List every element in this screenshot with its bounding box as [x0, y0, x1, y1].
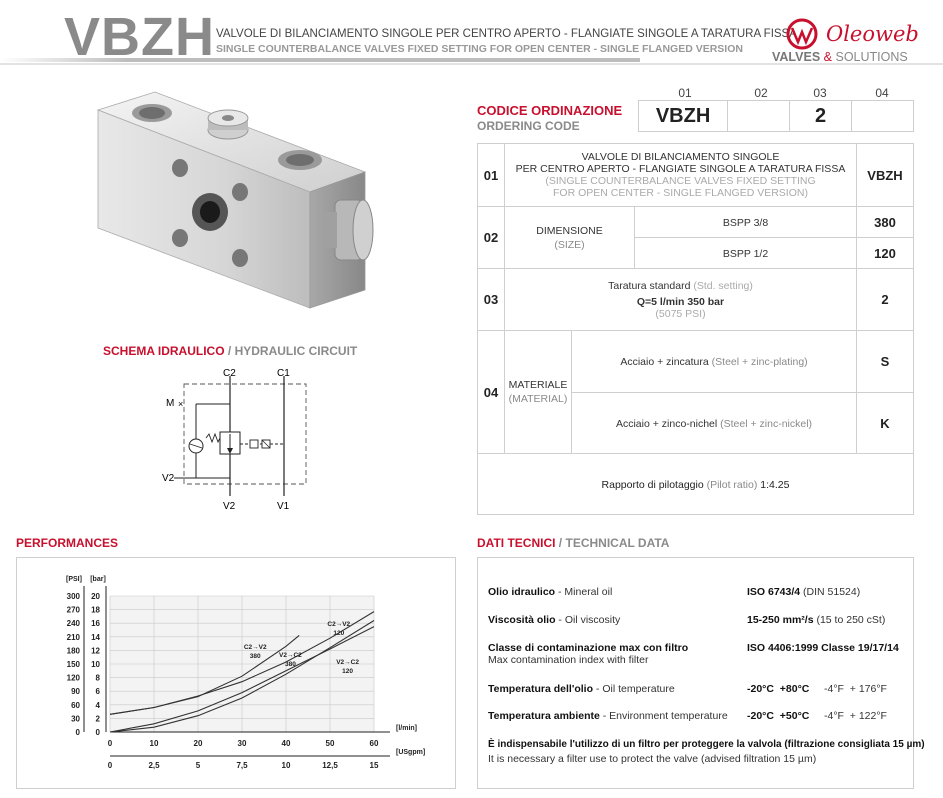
order-row-description: VALVOLE DI BILANCIAMENTO SINGOLE PER CENTRO APERTO - FLANGIATE SINGOLE A TARATURA FISSA (SINGLE COUNTERBALANCE VALVES FIXED SETTING FOR OPEN CENTER - SINGLE FLANGED VERSION)	[515, 151, 846, 199]
ordering-column-01: 01	[678, 86, 692, 100]
order-row-number: 02	[478, 207, 505, 268]
size-label: DIMENSIONE (SIZE)	[505, 207, 635, 268]
model-code: VBZH	[64, 7, 215, 67]
tech-row-oil: Olio idraulico - Mineral oil	[488, 586, 613, 598]
y-label-psi: [PSI]	[66, 576, 82, 583]
filter-note-english: It is necessary a filter use to protect the valve (advised filtration 15 µm)	[488, 753, 817, 765]
material-value-2: K	[856, 393, 913, 454]
order-row-01	[478, 144, 913, 207]
material-option-2: Acciaio + zinco-nichel (Steel + zinc-nickel)	[615, 417, 813, 430]
y-tick-psi: 210	[66, 632, 80, 642]
x-tick-usgpm: 10	[281, 761, 291, 770]
filter-note-italian: È indispensabile l'utilizzo di un filtro per proteggere la valvola (filtrazione consigliata 15 µm)	[488, 739, 925, 750]
order-row-number: 04	[478, 331, 505, 453]
code-box-02	[728, 101, 790, 131]
y-label-bar: [bar]	[90, 576, 106, 583]
y-tick-bar: 18	[91, 605, 100, 615]
tech-row-oil-temperature: Temperatura dell'olio - Oil temperature	[488, 683, 675, 695]
y-tick-bar: 16	[91, 619, 100, 629]
y-tick-psi: 90	[71, 687, 80, 697]
annotation-size: 120	[333, 629, 345, 637]
ordering-code-subtitle: ORDERING CODE	[477, 119, 580, 133]
tech-value-oil: ISO 6743/4 (DIN 51524)	[747, 586, 861, 598]
performances-title: PERFORMANCES	[16, 536, 119, 550]
y-tick-psi: 150	[66, 660, 80, 669]
y-tick-bar: 0	[95, 728, 100, 737]
x-tick-lmin: 0	[107, 739, 113, 748]
x-label-usgpm: [USgpm]	[396, 749, 426, 756]
y-tick-bar: 2	[95, 714, 100, 724]
size-value-1: 380	[856, 207, 913, 238]
order-row-02	[478, 207, 913, 269]
tech-value-oil-temperature: -20°C +80°C -4°F + 176°F	[747, 683, 887, 695]
x-tick-lmin: 10	[149, 739, 159, 748]
y-tick-psi: 30	[71, 714, 80, 724]
y-tick-bar: 8	[95, 673, 100, 683]
y-tick-bar: 20	[91, 592, 100, 601]
y-tick-psi: 270	[66, 605, 80, 615]
y-tick-psi: 60	[71, 700, 80, 710]
port-v2-bottom: V2	[223, 501, 236, 512]
x-label-lmin: [l/min]	[396, 725, 417, 732]
x-tick-usgpm: 2,5	[148, 761, 160, 770]
port-c2-top: C2	[223, 368, 236, 379]
tech-value-viscosity: 15-250 mm²/s (15 to 250 cSt)	[747, 614, 886, 626]
y-tick-psi: 120	[66, 673, 80, 683]
technical-data-title: DATI TECNICI / TECHNICAL DATA	[477, 536, 670, 550]
order-row-number: 01	[478, 144, 505, 206]
y-tick-bar: 10	[91, 660, 100, 669]
ordering-column-04: 04	[875, 86, 889, 100]
y-tick-psi: 300	[66, 592, 80, 601]
port-m: M	[166, 398, 175, 409]
ordering-code-boxes	[638, 100, 914, 132]
ordering-code-title: CODICE ORDINAZIONE	[477, 103, 623, 118]
order-row-number: 03	[478, 269, 505, 330]
x-tick-lmin: 60	[369, 739, 379, 748]
material-label: MATERIALE (MATERIAL)	[505, 331, 572, 453]
size-value-2: 120	[856, 238, 913, 269]
ordering-table	[477, 143, 914, 515]
tech-row-ambient-temperature: Temperatura ambiente - Environment temperature	[488, 710, 728, 722]
x-tick-usgpm: 15	[369, 761, 379, 770]
annotation-label: C2→V2	[243, 644, 267, 652]
tech-value-contamination: ISO 4406:1999 Classe 19/17/14	[747, 642, 899, 654]
x-tick-usgpm: 0	[107, 761, 113, 770]
port-v2-left: V2	[162, 473, 175, 484]
port-c1: C1	[277, 368, 290, 379]
order-row-04	[478, 331, 913, 454]
y-tick-psi: 0	[75, 728, 80, 737]
code-box-01: VBZH	[639, 101, 728, 131]
logo-name: Oleoweb	[826, 22, 919, 46]
x-tick-usgpm: 7,5	[236, 761, 248, 770]
material-value-1: S	[856, 331, 913, 392]
svg-text:×: ×	[178, 399, 184, 409]
order-row-value: 2	[856, 269, 913, 330]
x-tick-lmin: 30	[237, 739, 247, 748]
code-box-03: 2	[790, 101, 852, 131]
material-option-1: Acciaio + zincatura (Steel + zinc-plating)	[620, 355, 808, 368]
annotation-label: V2→C2	[336, 659, 359, 666]
tech-value-ambient-temperature: -20°C +50°C -4°F + 122°F	[747, 710, 887, 722]
annotation-label: C2→V2	[327, 620, 351, 628]
annotation-size: 120	[342, 668, 354, 675]
title-italian: VALVOLE DI BILANCIAMENTO SINGOLE PER CENTRO APERTO - FLANGIATE SINGOLE A TARATURA FISSA	[216, 28, 797, 40]
y-tick-bar: 12	[91, 646, 100, 656]
setting-description: Taratura standard (Std. setting) Q=5 l/min 350 bar (5075 PSI)	[608, 279, 753, 320]
order-row-value: VBZH	[856, 144, 913, 206]
x-tick-lmin: 40	[281, 739, 291, 748]
y-tick-bar: 6	[95, 687, 100, 697]
valve-product-image	[60, 80, 400, 320]
y-tick-bar: 14	[91, 632, 100, 642]
schema-title: SCHEMA IDRAULICO / HYDRAULIC CIRCUIT	[103, 344, 358, 358]
tech-row-viscosity: Viscosità olio - Oil viscosity	[488, 614, 621, 626]
pilot-ratio-row: Rapporto di pilotaggio (Pilot ratio) 1:4.25	[601, 478, 790, 491]
code-box-04	[852, 101, 913, 131]
size-option-2: BSPP 1/2	[722, 247, 769, 260]
order-row-03	[478, 269, 913, 331]
title-english: SINGLE COUNTERBALANCE VALVES FIXED SETTING FOR OPEN CENTER - SINGLE FLANGED VERSION	[216, 43, 743, 55]
logo-subtitle: VALVES & SOLUTIONS	[772, 50, 908, 64]
ordering-column-03: 03	[813, 86, 827, 100]
port-v1: V1	[277, 501, 290, 512]
x-tick-usgpm: 5	[195, 761, 201, 770]
performance-chart	[18, 560, 454, 786]
annotation-label: V2→C2	[279, 652, 302, 660]
size-option-1: BSPP 3/8	[722, 216, 769, 229]
x-tick-lmin: 20	[193, 739, 203, 748]
tech-row-contamination: Classe di contaminazione max con filtro Max contamination index with filter	[488, 642, 689, 666]
y-tick-psi: 180	[66, 646, 80, 656]
x-tick-lmin: 50	[325, 739, 335, 748]
x-tick-usgpm: 12,5	[322, 761, 338, 770]
hydraulic-circuit-diagram	[150, 366, 330, 516]
annotation-size: 380	[249, 653, 261, 661]
annotation-size: 380	[284, 661, 296, 669]
ordering-column-02: 02	[754, 86, 768, 100]
y-tick-bar: 4	[95, 700, 100, 710]
y-tick-psi: 240	[66, 619, 80, 629]
